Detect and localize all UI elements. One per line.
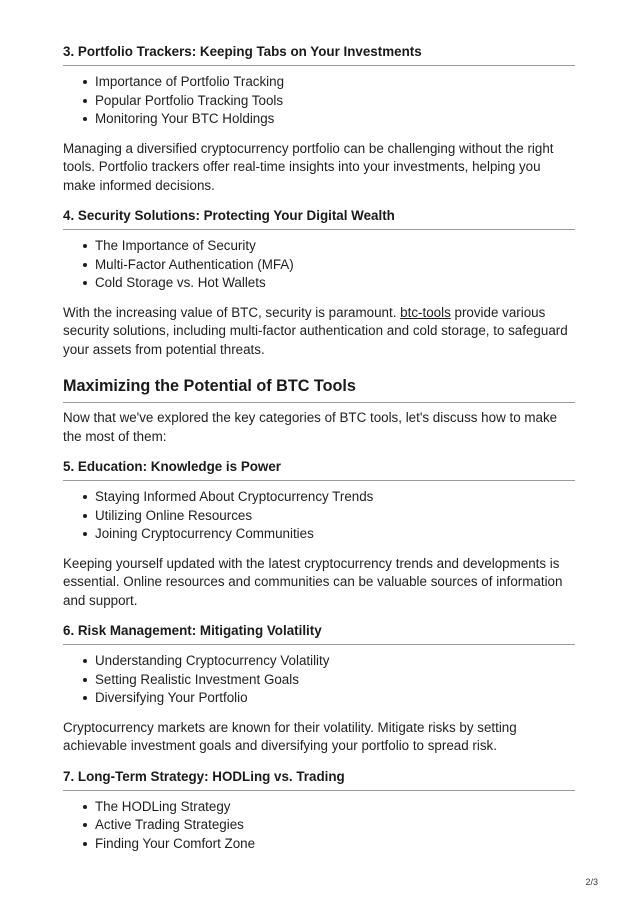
list-item: Utilizing Online Resources — [95, 507, 575, 526]
list-item: Staying Informed About Cryptocurrency Trends — [95, 488, 575, 507]
education-paragraph: Keeping yourself updated with the latest cryptocurrency trends and developments is essential. Online resources and communities can be valuable sources of information and support. — [63, 555, 563, 608]
list-item: Multi-Factor Authentication (MFA) — [95, 256, 575, 275]
section-heading-maximizing-potential: Maximizing the Potential of BTC Tools — [63, 376, 575, 403]
risk-management-paragraph: Cryptocurrency markets are known for their volatility. Mitigate risks by setting achievable investment goals and diversifying your portfolio to spread risk. — [63, 719, 517, 753]
long-term-strategy-list — [63, 798, 575, 854]
section-heading-portfolio-trackers: 3. Portfolio Trackers: Keeping Tabs on Your Investments — [63, 43, 575, 66]
list-item: Understanding Cryptocurrency Volatility — [95, 652, 575, 671]
section-heading-education: 5. Education: Knowledge is Power — [63, 458, 575, 481]
paragraph-text: provide various security solutions, including multi-factor authentication and cold storage, to safeguard your assets from potential threats. — [63, 304, 568, 357]
btc-tools-link[interactable]: btc-tools — [400, 304, 451, 320]
security-solutions-list — [63, 237, 575, 293]
list-item: Setting Realistic Investment Goals — [95, 671, 575, 690]
section-heading-risk-management: 6. Risk Management: Mitigating Volatility — [63, 622, 575, 645]
list-item: Active Trading Strategies — [95, 816, 575, 835]
maximizing-potential-paragraph: Now that we've explored the key categories of BTC tools, let's discuss how to make the most of them: — [63, 410, 558, 444]
list-item: The HODLing Strategy — [95, 798, 575, 817]
risk-management-list — [63, 652, 575, 708]
education-list — [63, 488, 575, 544]
list-item: Popular Portfolio Tracking Tools — [95, 92, 575, 111]
section-heading-long-term-strategy: 7. Long-Term Strategy: HODLing vs. Trading — [63, 768, 575, 791]
page-number: 2/3 — [585, 877, 598, 887]
document-content — [63, 43, 575, 853]
list-item: Monitoring Your BTC Holdings — [95, 110, 575, 129]
list-item: Diversifying Your Portfolio — [95, 689, 575, 708]
list-item: Joining Cryptocurrency Communities — [95, 525, 575, 544]
section-heading-security-solutions: 4. Security Solutions: Protecting Your Digital Wealth — [63, 207, 575, 230]
list-item: The Importance of Security — [95, 237, 575, 256]
portfolio-trackers-list — [63, 73, 575, 129]
security-solutions-paragraph — [63, 304, 575, 360]
list-item: Cold Storage vs. Hot Wallets — [95, 274, 575, 293]
portfolio-trackers-paragraph: Managing a diversified cryptocurrency portfolio can be challenging without the right tools. Portfolio trackers offer real-time insights into your investments, helping you make informed decisions. — [63, 140, 554, 193]
list-item: Finding Your Comfort Zone — [95, 835, 575, 854]
paragraph-text: With the increasing value of BTC, security is paramount. — [63, 304, 397, 320]
list-item: Importance of Portfolio Tracking — [95, 73, 575, 92]
